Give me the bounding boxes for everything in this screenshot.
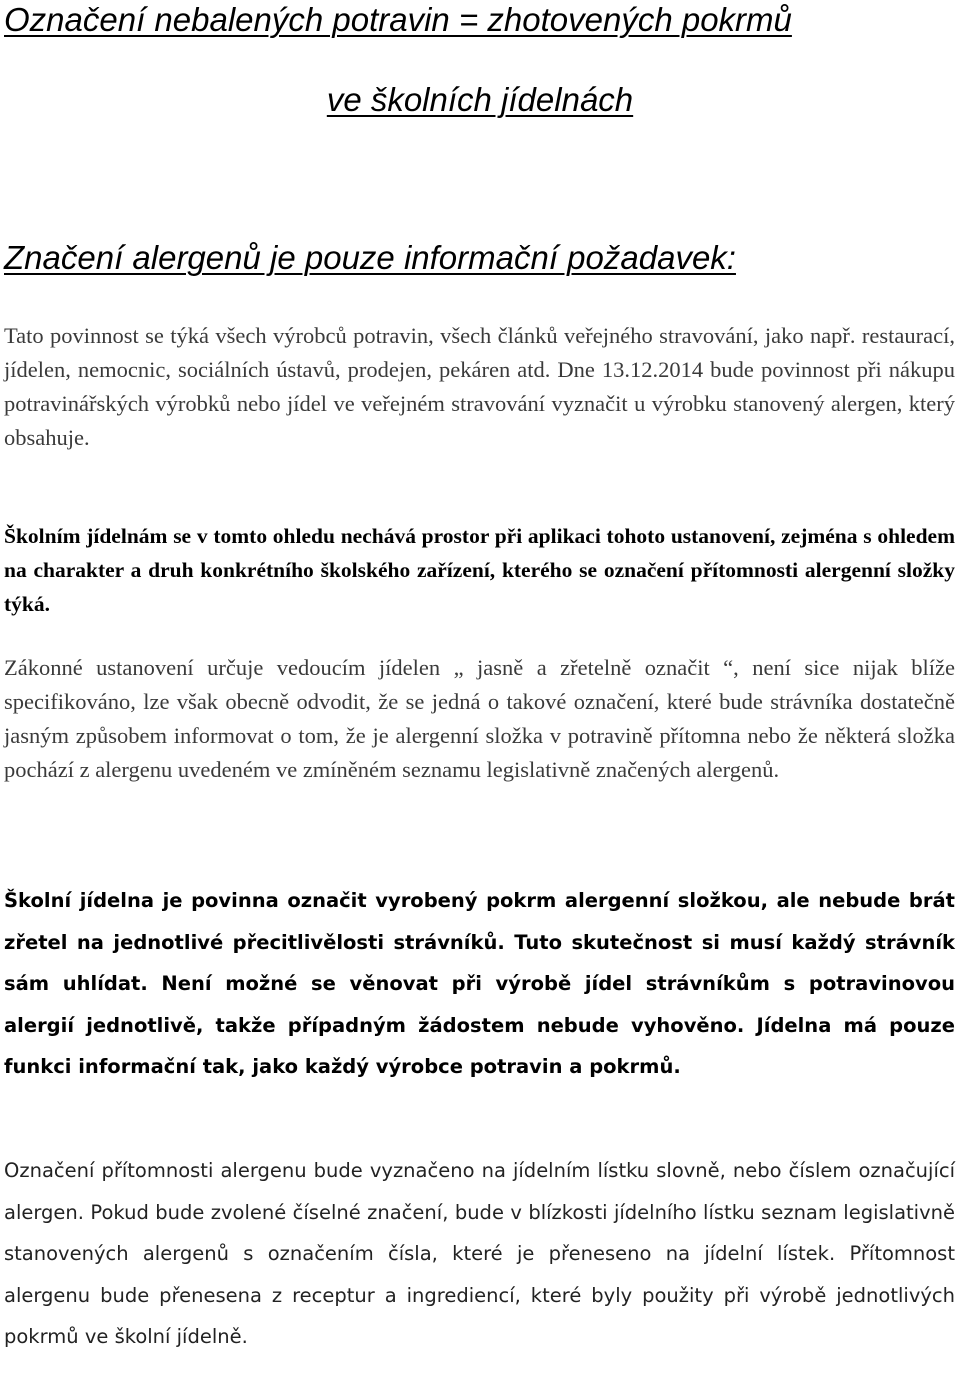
paragraph-canteen-duty: Školní jídelna je povinna označit vyrobený pokrm alergenní složkou, ale nebude brát zřetel na jednotlivé přecitlivělosti strávníků. Tuto skutečnost si musí každý strávník sám uhlídat. Není možné se věnovat při výrobě jídel strávníkům s potravinovou alergií jednotlivě, takže případným žádostem nebude vyhověno. Jídelna má pouze funkci informační tak, jako každý výrobce potravin a pokrmů. <box>4 889 955 1078</box>
paragraph-menu-marking: Označení přítomnosti alergenu bude vyznačeno na jídelním lístku slovně, nebo číslem označující alergen. Pokud bude zvolené číselné značení, bude v blízkosti jídelního lístku seznam legislativně stanovených alergenů s označením čísla, které je přeneseno na jídelní lístek. Přítomnost alergenu bude přenesena z receptur a ingrediencí, které byly použity při výrobě jednotlivých pokrmů ve školní jídelně. <box>4 1159 955 1348</box>
paragraph-legal-provision: Zákonné ustanovení určuje vedoucím jídelen „ jasně a zřetelně označit “, není sice nijak blíže specifikováno, lze však obecně odvodit, že se jedná o takové označení, které bude strávníka dostatečně jasným způsobem informovat o tom, že je alergenní složka v potravině přítomna nebo že některá složka pochází z alergenu uvedeném ve zmíněném seznamu legislativně značených alergenů. <box>4 655 955 782</box>
document-title-line-1: Označení nebalených potravin = zhotovených pokrmů <box>4 1 792 38</box>
paragraph-school-canteens: Školním jídelnám se v tomto ohledu nechává prostor při aplikaci tohoto ustanovení, zejména s ohledem na charakter a druh konkrétního školského zařízení, kterého se označení přítomnosti alergenní složky týká. <box>4 524 955 616</box>
section-heading: Značení alergenů je pouze informační požadavek: <box>4 239 736 276</box>
document-title-line-2: ve školních jídelnách <box>326 81 634 118</box>
paragraph-obligation: Tato povinnost se týká všech výrobců potravin, všech článků veřejného stravování, jako např. restaurací, jídelen, nemocnic, sociálních ústavů, prodejen, pekáren atd. Dne 13.12.2014 bude povinnost při nákupu potravinářských výrobků nebo jídel ve veřejném stravování vyznačit u výrobku stanovený alergen, který obsahuje. <box>4 323 955 450</box>
